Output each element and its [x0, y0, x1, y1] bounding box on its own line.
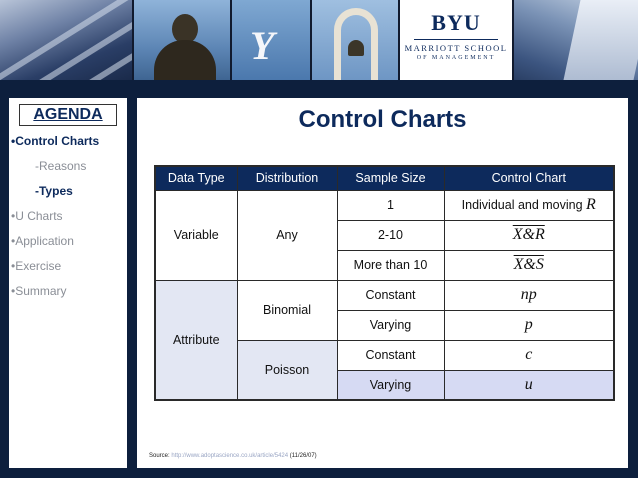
column-header-distribution: Distribution — [237, 166, 337, 190]
agenda-item-u-charts[interactable]: •U Charts — [11, 209, 63, 223]
control-chart-symbol: R — [586, 196, 596, 213]
sample-size-cell: More than 10 — [337, 250, 444, 280]
control-chart-symbol: X&R — [512, 226, 545, 243]
y-mountain-photo — [232, 0, 310, 80]
sample-size-cell: Varying — [337, 370, 444, 400]
distribution-binomial: Binomial — [237, 280, 337, 340]
sample-size-cell: 2-10 — [337, 220, 444, 250]
control-chart-cell — [444, 370, 614, 400]
control-chart-table — [154, 165, 615, 401]
agenda-item-control-charts[interactable]: •Control Charts — [11, 134, 100, 148]
sample-size-cell: Constant — [337, 340, 444, 370]
column-header-data-type: Data Type — [155, 166, 237, 190]
table-header-row — [155, 166, 614, 190]
control-chart-symbol: p — [524, 316, 533, 333]
column-header-sample-size: Sample Size — [337, 166, 444, 190]
byu-logo — [400, 0, 512, 80]
header-banner — [0, 0, 638, 80]
building-photo-left — [0, 0, 132, 80]
control-chart-text: Individual and moving — [461, 198, 587, 212]
bell-icon — [348, 40, 364, 56]
school-name: MARRIOTT SCHOOL — [404, 43, 508, 53]
agenda-sidebar — [9, 98, 127, 468]
source-label: Source: — [149, 453, 170, 459]
control-chart-cell — [444, 190, 614, 220]
school-subtitle: OF MANAGEMENT — [416, 55, 496, 61]
control-chart-cell — [444, 340, 614, 370]
table-row — [155, 280, 614, 310]
distribution-any: Any — [237, 190, 337, 280]
agenda-item-types[interactable]: -Types — [35, 184, 73, 198]
table-row — [155, 190, 614, 220]
source-link[interactable]: http://www.adoptascience.co.uk/article/5424 — [171, 453, 289, 459]
slide-content — [137, 98, 628, 468]
control-chart-cell — [444, 220, 614, 250]
data-type-variable: Variable — [155, 190, 237, 280]
byu-logo-text: BYU — [431, 10, 481, 35]
sample-size-cell: Constant — [337, 280, 444, 310]
distribution-poisson: Poisson — [237, 340, 337, 400]
statue-photo — [134, 0, 230, 80]
sample-size-cell: Varying — [337, 310, 444, 340]
control-chart-cell — [444, 250, 614, 280]
control-chart-symbol: c — [525, 346, 533, 363]
control-chart-symbol: u — [524, 375, 533, 393]
agenda-item-reasons[interactable]: -Reasons — [35, 159, 87, 173]
agenda-item-summary[interactable]: •Summary — [11, 284, 67, 298]
agenda-heading[interactable]: AGENDA — [19, 104, 117, 126]
building-photo-right — [514, 0, 638, 80]
y-logo-mark: Y — [250, 23, 275, 68]
sample-size-cell: 1 — [337, 190, 444, 220]
data-type-attribute: Attribute — [155, 280, 237, 400]
agenda-item-application[interactable]: •Application — [11, 234, 74, 248]
control-chart-cell — [444, 280, 614, 310]
bell-tower-photo — [312, 0, 398, 80]
slide-title: Control Charts — [298, 106, 467, 133]
agenda-item-exercise[interactable]: •Exercise — [11, 259, 62, 273]
control-chart-symbol: X&S — [513, 256, 544, 273]
column-header-control-chart: Control Chart — [444, 166, 614, 190]
control-chart-cell — [444, 310, 614, 340]
source-date: (11/26/07) — [289, 453, 317, 459]
source-citation — [149, 453, 317, 459]
control-chart-symbol: np — [520, 286, 537, 303]
